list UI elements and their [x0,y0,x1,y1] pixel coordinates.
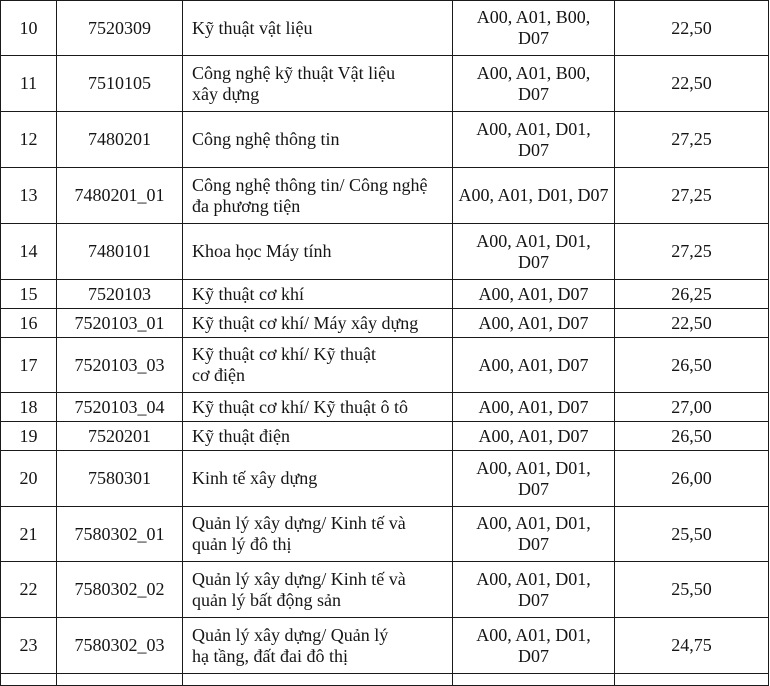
major-code-cell: 7520103_03 [57,338,183,393]
subject-combination-cell [453,112,615,168]
major-name-line: quản lý bất động sản [192,589,341,610]
subject-combination-line: A00, A01, D07 [478,425,589,446]
major-code-cell: 7520103_04 [57,393,183,422]
major-name-line: Kỹ thuật cơ khí/ Kỹ thuật [192,344,376,364]
major-name-line: Công nghệ thông tin/ Công nghệ [192,174,428,195]
major-name-line: Công nghệ kỹ thuật Vật liệu [192,62,396,83]
subject-combination-line: A00, A01, D01, [476,568,591,589]
benchmark-score-cell: 27,00 [615,393,769,422]
major-name-cell [183,1,453,56]
major-code-cell: 7520103 [57,280,183,309]
major-name-cell [183,507,453,562]
subject-combination-line: D07 [518,28,549,48]
subject-combination-cell [453,422,615,451]
table-row [1,422,769,451]
major-code-cell: 7580302_02 [57,562,183,618]
subject-combination-cell [453,618,615,674]
table-body [1,0,769,686]
row-number-cell: 17 [1,338,57,393]
major-name-cell [183,56,453,112]
major-name-line: Công nghệ thông tin [192,129,340,149]
major-name-line: Khoa học Máy tính [192,241,332,261]
row-number-cell: 11 [1,56,57,112]
major-name-line: đa phương tiện [192,195,301,216]
subject-combination-cell [453,280,615,309]
major-name-line: Quản lý xây dựng/ Kinh tế và [192,513,406,533]
subject-combination-line: D07 [518,645,549,666]
subject-combination-line: A00, A01, D07 [478,312,589,333]
subject-combination-line: A00, A01, D01, [476,513,591,533]
benchmark-score-cell: 25,50 [615,562,769,618]
subject-combination-line: D07 [518,478,549,499]
table-row [1,224,769,280]
row-number-cell: 14 [1,224,57,280]
major-name-line: xây dựng [192,83,260,104]
subject-combination-cell [453,1,615,56]
major-name-line: Kỹ thuật điện [192,425,290,446]
subject-combination-cell [453,168,615,224]
major-code-cell [57,674,183,686]
row-number-cell [1,674,57,686]
subject-combination-line: A00, A01, B00, [476,7,591,27]
major-name-line: Quản lý xây dựng/ Kinh tế và [192,568,406,589]
major-name-cell [183,451,453,507]
major-name-line: Kỹ thuật cơ khí [192,283,304,304]
table-row [1,674,769,686]
table-row [1,393,769,422]
subject-combination-line: A00, A01, D01, [476,624,591,645]
benchmark-score-cell: 22,50 [615,56,769,112]
table-row [1,451,769,507]
subject-combination-line: A00, A01, B00, [476,62,591,83]
subject-combination-line: A00, A01, D01, D07 [458,185,609,205]
benchmark-score-cell: 27,25 [615,224,769,280]
row-number-cell: 22 [1,562,57,618]
major-code-cell: 7580302_03 [57,618,183,674]
benchmark-score-cell [615,674,769,686]
row-number-cell: 10 [1,1,57,56]
benchmark-score-cell: 25,50 [615,507,769,562]
major-code-cell: 7480201_01 [57,168,183,224]
row-number-cell: 13 [1,168,57,224]
subject-combination-line: A00, A01, D01, [476,457,591,478]
subject-combination-line: A00, A01, D07 [478,354,589,375]
subject-combination-line: A00, A01, D07 [478,396,589,417]
row-number-cell: 16 [1,309,57,338]
major-code-cell: 7580301 [57,451,183,507]
major-code-cell: 7580302_01 [57,507,183,562]
major-name-cell [183,422,453,451]
table-row [1,338,769,393]
table-row [1,309,769,338]
major-name-cell [183,338,453,393]
major-name-cell [183,309,453,338]
major-name-cell [183,618,453,674]
subject-combination-line: D07 [518,83,549,104]
row-number-cell: 15 [1,280,57,309]
table-row [1,618,769,674]
table-row [1,56,769,112]
subject-combination-cell [453,56,615,112]
major-name-line: Quản lý xây dựng/ Quản lý [192,624,389,645]
major-name-cell [183,168,453,224]
benchmark-score-cell: 24,75 [615,618,769,674]
major-code-cell: 7480201 [57,112,183,168]
row-number-cell: 21 [1,507,57,562]
benchmark-score-cell: 27,25 [615,168,769,224]
subject-combination-line: A00, A01, D01, [476,118,591,139]
row-number-cell: 18 [1,393,57,422]
subject-combination-line: A00, A01, D07 [478,283,589,304]
benchmark-score-cell: 27,25 [615,112,769,168]
table-row [1,1,769,56]
major-name-cell [183,224,453,280]
subject-combination-line: D07 [518,534,549,554]
subject-combination-line: D07 [518,589,549,610]
row-number-cell: 23 [1,618,57,674]
major-name-line: quản lý đô thị [192,534,292,554]
table-row [1,112,769,168]
benchmark-score-cell: 22,50 [615,309,769,338]
major-name-line: hạ tầng, đất đai đô thị [192,645,348,666]
major-name-cell [183,562,453,618]
benchmark-score-cell: 26,00 [615,451,769,507]
subject-combination-cell [453,338,615,393]
subject-combination-cell [453,451,615,507]
benchmark-score-cell: 26,50 [615,422,769,451]
major-code-cell: 7510105 [57,56,183,112]
subject-combination-cell [453,562,615,618]
major-name-line: Kinh tế xây dựng [192,468,318,488]
benchmark-score-cell: 22,50 [615,1,769,56]
row-number-cell: 12 [1,112,57,168]
major-name-cell [183,674,453,686]
subject-combination-cell [453,224,615,280]
benchmark-score-cell: 26,25 [615,280,769,309]
major-name-cell [183,393,453,422]
major-code-cell: 7520309 [57,1,183,56]
major-name-cell [183,280,453,309]
subject-combination-cell [453,507,615,562]
major-name-cell [183,112,453,168]
subject-combination-cell [453,393,615,422]
table-row [1,562,769,618]
row-number-cell: 19 [1,422,57,451]
subject-combination-line: D07 [518,251,549,272]
row-number-cell: 20 [1,451,57,507]
major-name-line: cơ điện [192,365,245,385]
subject-combination-line: D07 [518,139,549,160]
benchmark-score-cell: 26,50 [615,338,769,393]
major-code-cell: 7520201 [57,422,183,451]
subject-combination-cell [453,674,615,686]
table-row [1,168,769,224]
major-name-line: Kỹ thuật cơ khí/ Máy xây dựng [192,312,419,333]
major-code-cell: 7520103_01 [57,309,183,338]
subject-combination-line: A00, A01, D01, [476,230,591,251]
major-code-cell: 7480101 [57,224,183,280]
table-row [1,280,769,309]
subject-combination-cell [453,309,615,338]
major-name-line: Kỹ thuật vật liệu [192,17,313,38]
table-row [1,507,769,562]
major-name-line: Kỹ thuật cơ khí/ Kỹ thuật ô tô [192,396,408,417]
